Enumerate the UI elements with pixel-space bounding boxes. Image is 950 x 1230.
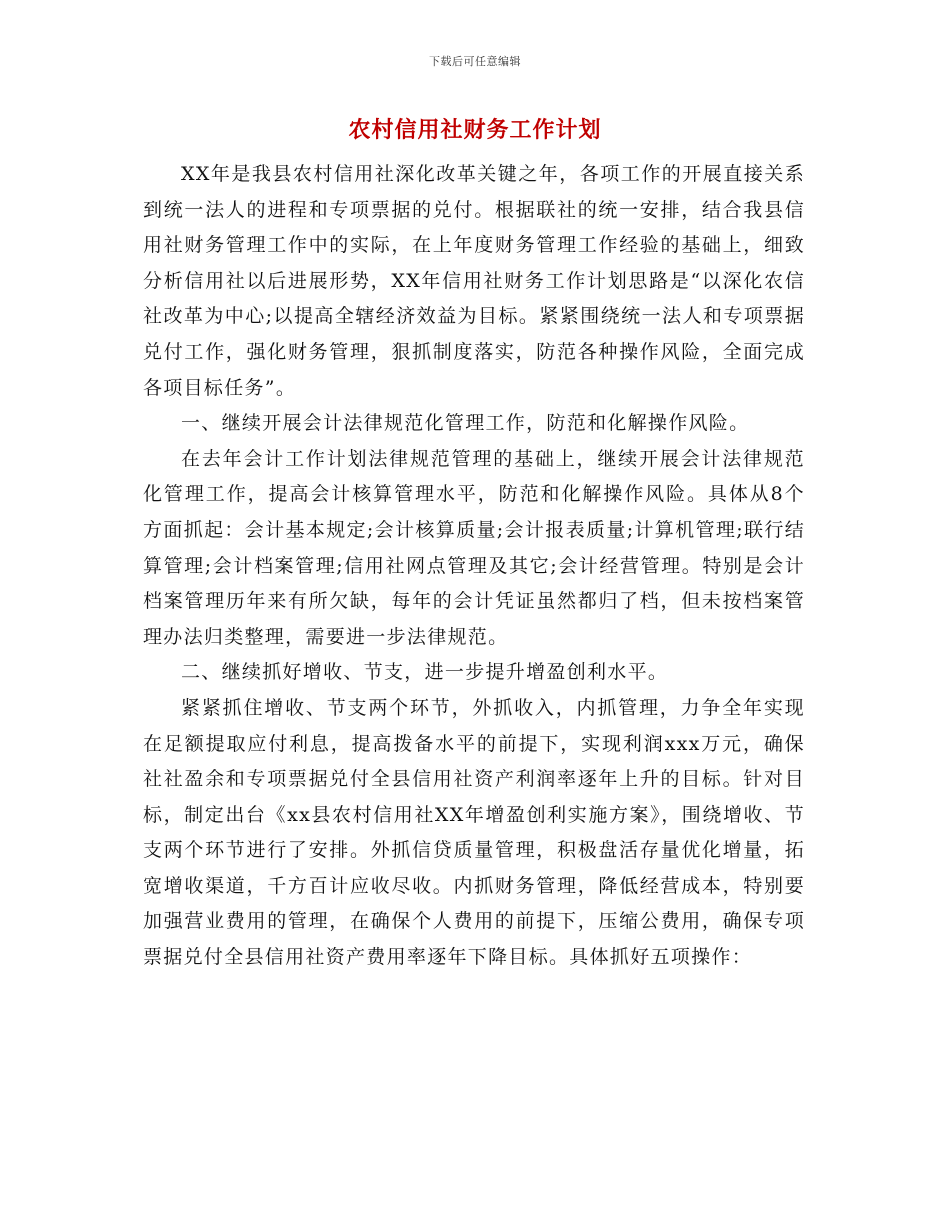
section-heading-2: 二、继续抓好增收、节支，进一步提升增盈创利水平。 (181, 661, 669, 684)
paragraph-intro: XX年是我县农村信用社深化改革关键之年，各项工作的开展直接关系到统一法人的进程和专项票据的兑付。根据联社的统一安排，结合我县信用社财务管理工作中的实际，在上年度财务管理工作经验的基础上，细致分析信用社以后进展形势，XX年信用社财务工作计划思路是“以深化农信社改革为中心;以提高全辖经济效益为目标。紧紧围绕统一法人和专项票据兑付工作，强化财务管理，狠抓制度落实，防范各种操作风险，全面完成各项目标任务”。 (143, 163, 805, 399)
paragraph-section-1: 在去年会计工作计划法律规范管理的基础上，继续开展会计法律规范化管理工作，提高会计核算管理水平，防范和化解操作风险。具体从8个方面抓起：会计基本规定;会计核算质量;会计报表质量;计算机管理;联行结算管理;会计档案管理;信用社网点管理及其它;会计经营管理。特别是会计档案管理历年来有所欠缺，每年的会计凭证虽然都归了档，但未按档案管理办法归类整理，需要进一步法律规范。 (143, 447, 805, 648)
document-title: 农村信用社财务工作计划 (348, 117, 602, 143)
document-body (143, 157, 805, 976)
header-note: 下载后可任意编辑 (429, 55, 521, 68)
section-heading-1: 一、继续开展会计法律规范化管理工作，防范和化解操作风险。 (181, 412, 750, 435)
paragraph-section-2: 紧紧抓住增收、节支两个环节，外抓收入，内抓管理，力争全年实现在足额提取应付利息，提高拨备水平的前提下，实现利润xxx万元，确保社社盈余和专项票据兑付全县信用社资产利润率逐年上升的目标。针对目标，制定出台《xx县农村信用社XX年增盈创利实施方案》，围绕增收、节支两个环节进行了安排。外抓信贷质量管理，积极盘活存量优化增量，拓宽增收渠道，千方百计应收尽收。内抓财务管理，降低经营成本，特别要加强营业费用的管理，在确保个人费用的前提下，压缩公费用，确保专项票据兑付全县信用社资产费用率逐年下降目标。具体抓好五项操作： (143, 696, 805, 969)
